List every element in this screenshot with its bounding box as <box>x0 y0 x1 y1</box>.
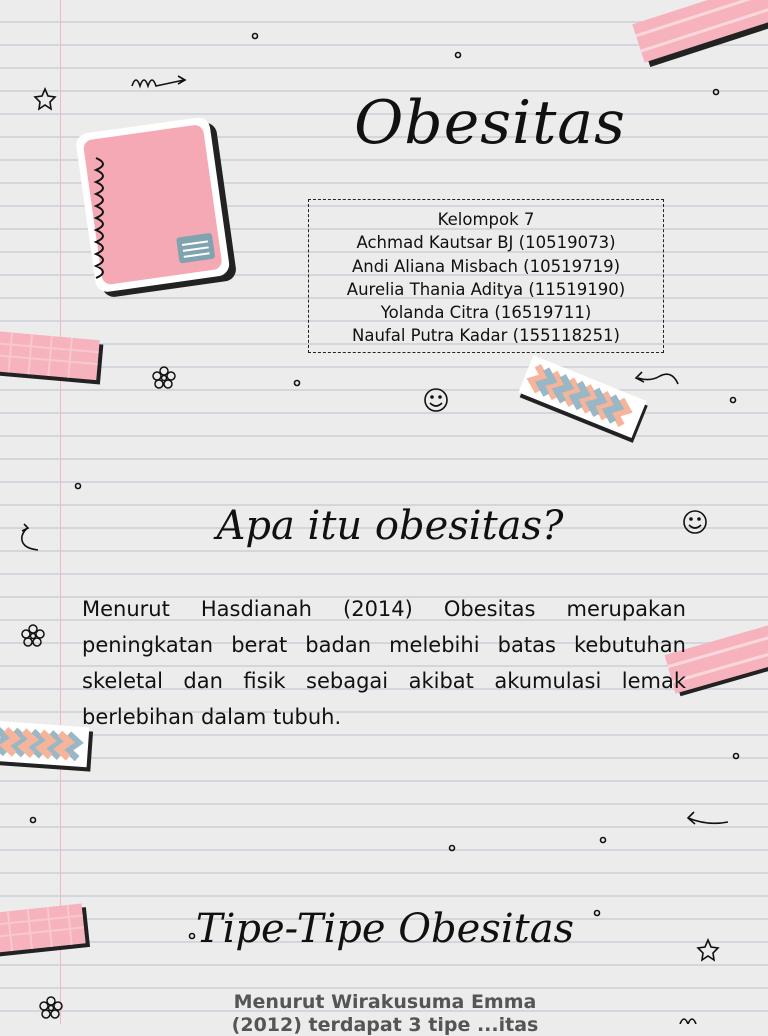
definition-paragraph: Menurut Hasdianah (2014) Obesitas merupakan peningkatan berat badan melebihi batas kebutuhan skeletal dan fisik sebagai akibat akumulasi lemak berlebihan dalam tubuh. <box>82 597 686 729</box>
flower-icon <box>153 367 175 388</box>
squiggle-arrow-icon <box>132 76 185 86</box>
tape-wave-center <box>517 355 649 443</box>
tape-pink-left <box>0 331 104 384</box>
group-members-box <box>308 199 664 353</box>
member-item: Achmad Kautsar BJ (10519073) <box>356 233 616 253</box>
left-arrow-icon <box>688 812 728 824</box>
types-intro-text-cont: (2012) terdapat 3 tipe ...itas <box>231 1014 539 1036</box>
star-icon <box>698 940 718 960</box>
types-intro-text: Menurut Wirakusuma Emma <box>233 991 537 1013</box>
member-item: Andi Aliana Misbach (10519719) <box>351 256 621 276</box>
tape-pink-top-right <box>632 0 768 68</box>
member-item: Yolanda Citra (16519711) <box>380 303 592 323</box>
squiggle-icon <box>680 1019 696 1024</box>
section-heading-definition: Apa itu obesitas? <box>216 503 564 549</box>
flower-icon <box>22 625 44 646</box>
flower-icon <box>40 997 62 1018</box>
smiley-icon <box>684 511 706 533</box>
curl-arrow-icon <box>636 372 678 384</box>
tape-wave-left <box>0 721 93 772</box>
group-name: Kelompok 7 <box>437 210 535 229</box>
member-item: Naufal Putra Kadar (155118251) <box>352 326 620 346</box>
page-title: Obesitas <box>354 88 626 158</box>
tape-pink-bottom-left <box>0 903 90 957</box>
section-heading-types: Tipe-Tipe Obesitas <box>195 906 575 952</box>
star-icon <box>35 89 55 109</box>
member-item: Aurelia Thania Aditya (11519190) <box>346 279 626 299</box>
notebook-icon <box>75 115 238 299</box>
curve-arrow-icon <box>22 524 38 550</box>
smiley-icon <box>425 389 447 411</box>
